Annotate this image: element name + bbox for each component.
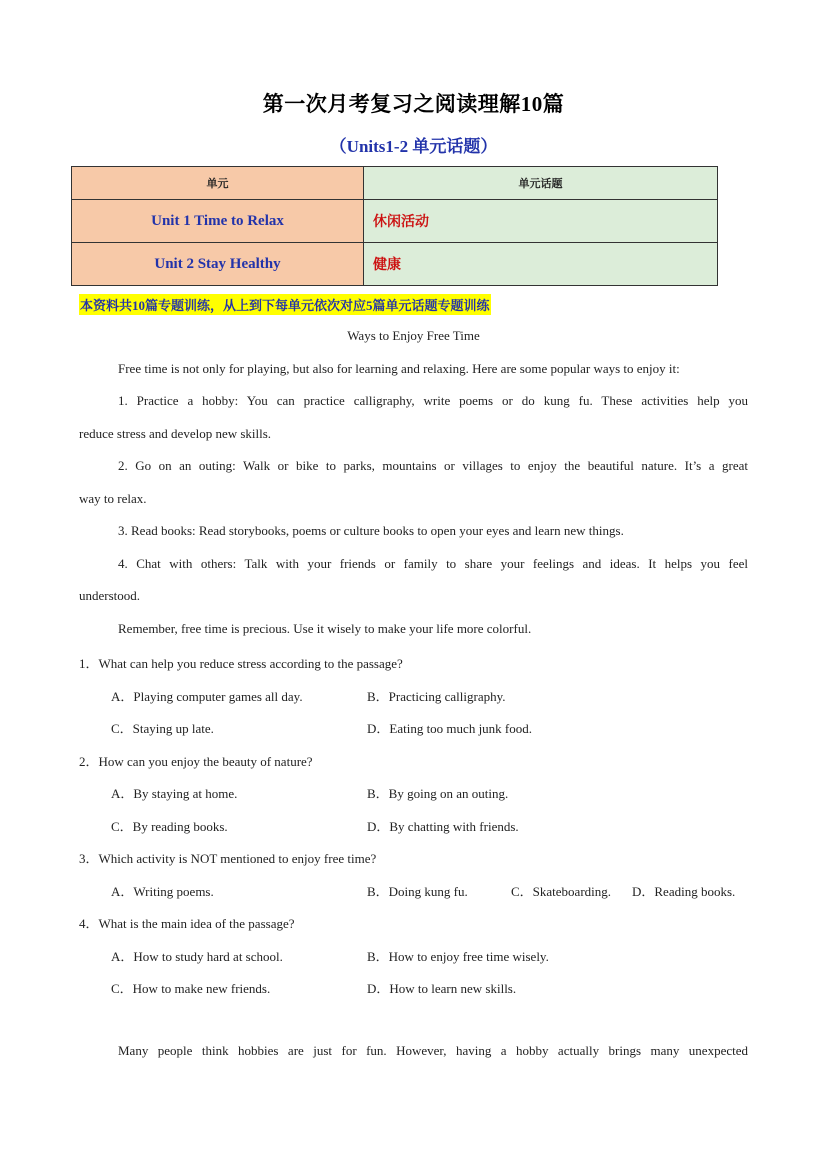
question-2-option-d: D．By chatting with friends. <box>367 819 519 834</box>
question-3-option-a: A．Writing poems. <box>111 884 214 899</box>
table-cell-topic: 休闲活动 <box>364 200 718 243</box>
table-header-unit: 单元 <box>72 167 364 200</box>
page-title: 第一次月考复习之阅读理解10篇 <box>262 92 565 116</box>
passage-paragraph-4-line-2: understood. <box>79 588 141 603</box>
question-4-stem: 4．What is the main idea of the passage? <box>79 916 295 931</box>
passage-paragraph-1-line-1: 1. Practice a hobby: You can practice calligraphy, write poems or do kung fu. These activities help you <box>118 393 748 408</box>
question-2-option-a: A．By staying at home. <box>111 786 238 801</box>
passage-paragraph-4-line-1: 4. Chat with others: Talk with your friends or family to share your feelings and ideas. It helps you feel <box>118 556 748 571</box>
highlighted-notice: 本资料共10篇专题训练，从上到下每单元依次对应5篇单元话题专题训练 <box>79 294 491 315</box>
passage-title: Ways to Enjoy Free Time <box>347 328 480 343</box>
passage-intro: Free time is not only for playing, but also for learning and relaxing. Here are some popular ways to enjoy it: <box>118 361 680 376</box>
passage-closing: Remember, free time is precious. Use it wisely to make your life more colorful. <box>118 621 532 636</box>
next-passage-first-line: Many people think hobbies are just for fun. However, having a hobby actually brings many unexpected <box>118 1043 748 1058</box>
question-4-option-c: C．How to make new friends. <box>111 981 271 996</box>
question-4-option-a: A．How to study hard at school. <box>111 949 283 964</box>
question-1-option-d: D．Eating too much junk food. <box>367 721 533 736</box>
table-cell-unit: Unit 1 Time to Relax <box>72 200 364 243</box>
question-2-stem: 2．How can you enjoy the beauty of nature? <box>79 754 313 769</box>
question-2-option-b: B．By going on an outing. <box>367 786 509 801</box>
question-2-option-c: C．By reading books. <box>111 819 228 834</box>
question-3-option-d: D．Reading books. <box>632 884 736 899</box>
question-4-option-d: D．How to learn new skills. <box>367 981 517 996</box>
table-header-row <box>72 167 718 200</box>
table-header-topic: 单元话题 <box>364 167 718 200</box>
table-row <box>72 243 718 286</box>
unit-topic-table <box>71 166 718 286</box>
table-cell-unit: Unit 2 Stay Healthy <box>72 243 364 286</box>
question-3-option-b: B．Doing kung fu. <box>367 884 468 899</box>
passage-paragraph-1-line-2: reduce stress and develop new skills. <box>79 426 272 441</box>
question-1-option-c: C．Staying up late. <box>111 721 214 736</box>
table-cell-topic: 健康 <box>364 243 718 286</box>
question-4-option-b: B．How to enjoy free time wisely. <box>367 949 549 964</box>
passage-paragraph-2-line-1: 2. Go on an outing: Walk or bike to parks, mountains or villages to enjoy the beautiful nature. It’s a great <box>118 458 748 473</box>
question-3-stem: 3．Which activity is NOT mentioned to enjoy free time? <box>79 851 377 866</box>
question-1-option-a: A．Playing computer games all day. <box>111 689 303 704</box>
passage-paragraph-3: 3. Read books: Read storybooks, poems or culture books to open your eyes and learn new things. <box>118 523 624 538</box>
table-row <box>72 200 718 243</box>
question-1-option-b: B．Practicing calligraphy. <box>367 689 506 704</box>
question-3-option-c: C．Skateboarding. <box>511 884 612 899</box>
page-subtitle: （Units1-2 单元话题） <box>329 137 498 156</box>
question-1-stem: 1．What can help you reduce stress according to the passage? <box>79 656 403 671</box>
passage-paragraph-2-line-2: way to relax. <box>79 491 147 506</box>
